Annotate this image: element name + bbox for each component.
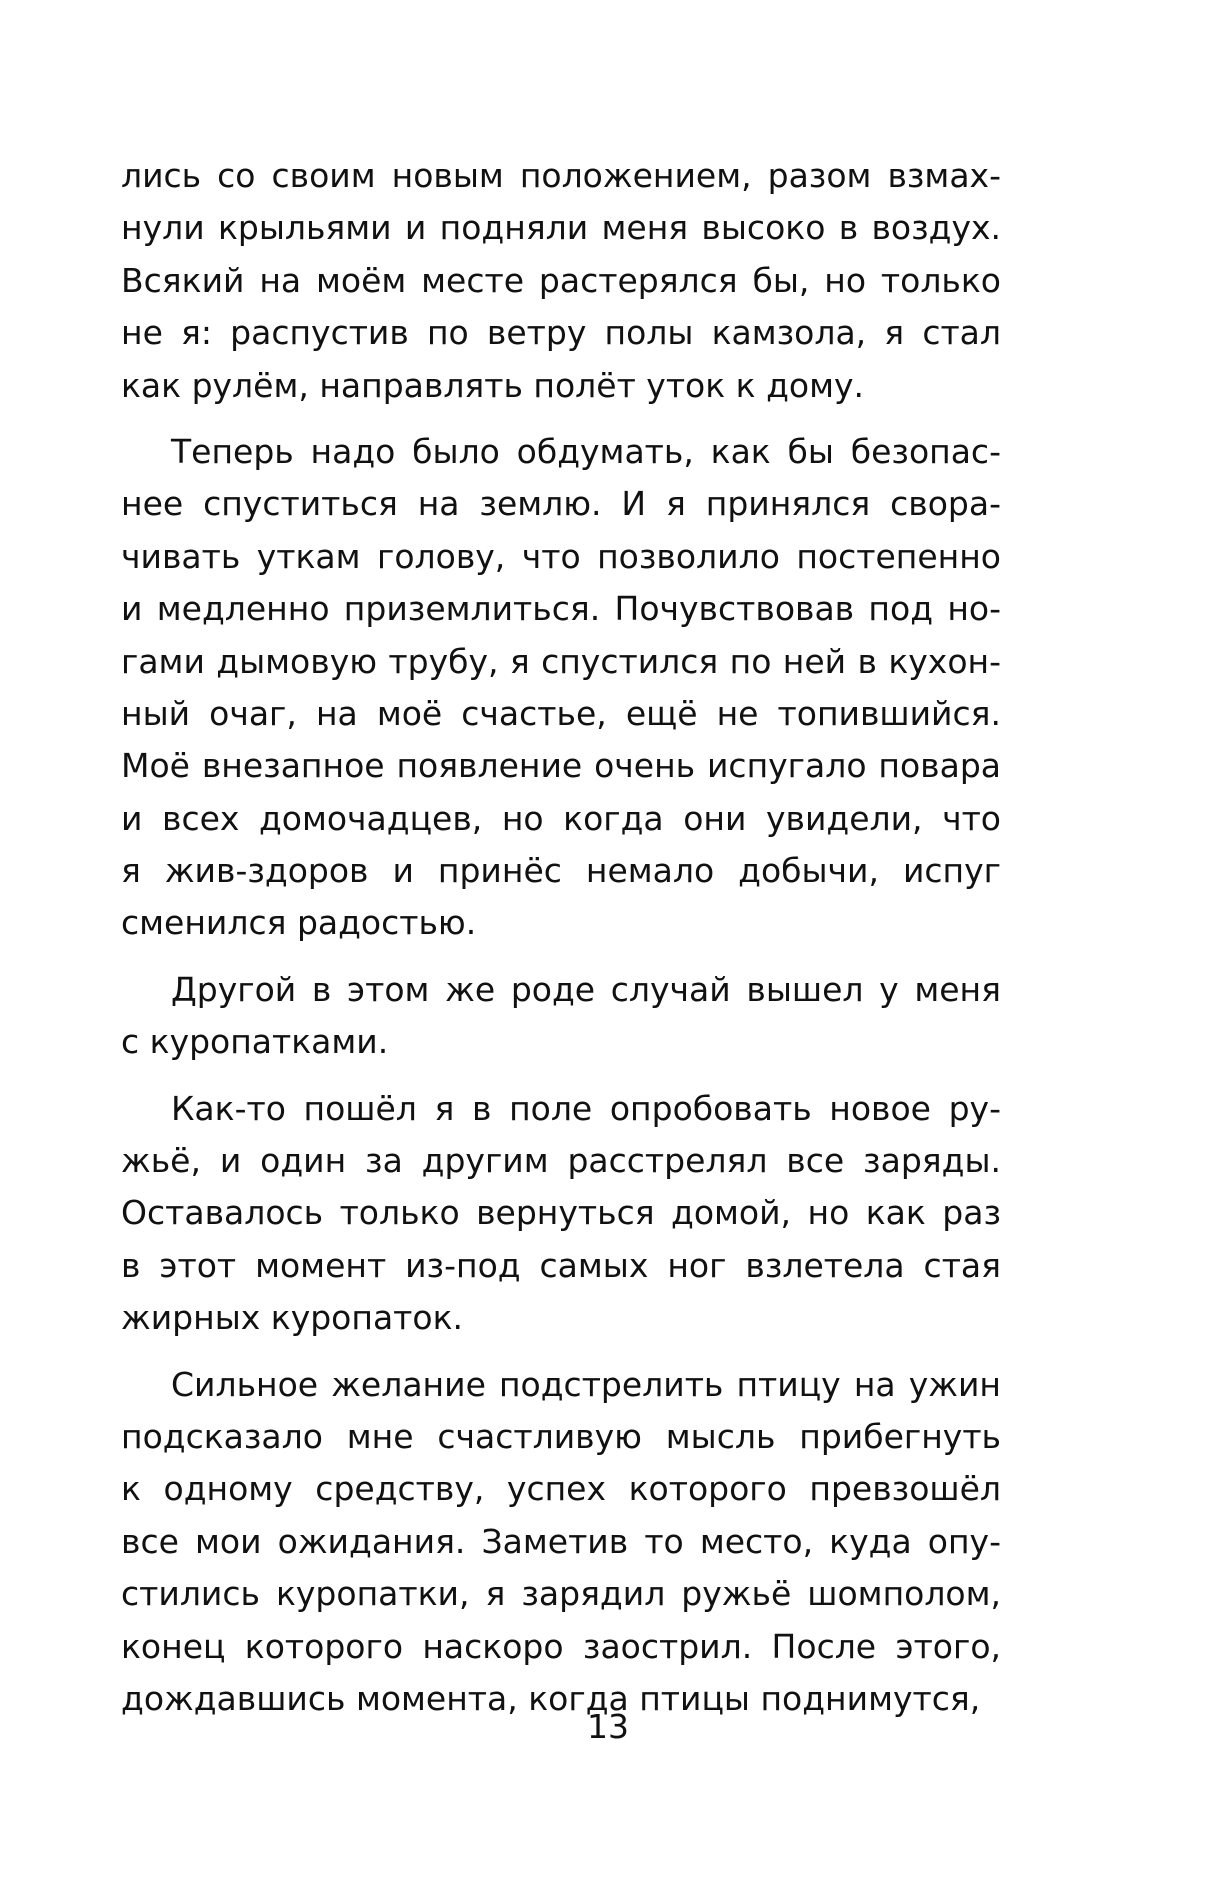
text-line: чивать уткам голову, что позволило постепенно: [121, 536, 1001, 576]
text-line: жьё, и один за другим расстрелял все заряды.: [121, 1141, 1001, 1181]
paragraph: [121, 964, 1001, 1069]
text-line: гами дымовую трубу, я спустился по ней в кухон-: [121, 641, 1001, 681]
text-line: и всех домочадцев, но когда они увидели, что: [121, 798, 1001, 838]
text-line: как рулём, направлять полёт уток к дому.: [121, 365, 864, 405]
paragraph: [121, 1083, 1001, 1345]
text-line: Как-то пошёл я в поле опробовать новое ру-: [171, 1088, 1001, 1128]
paragraph-gap: [121, 412, 1001, 426]
text-line: в этот момент из-под самых ног взлетела стая: [121, 1245, 1001, 1285]
paragraph: [121, 150, 1001, 412]
page-number: 13: [587, 1707, 629, 1746]
text-line: нее спуститься на землю. И я принялся свора-: [121, 484, 1001, 524]
text-line: и медленно приземлиться. Почувствовав под но-: [121, 589, 1001, 629]
text-line: Сильное желание подстрелить птицу на ужин: [171, 1364, 1001, 1404]
text-line: Оставалось только вернуться домой, но как раз: [121, 1193, 1001, 1233]
text-line: Всякий на моём месте растерялся бы, но только: [121, 260, 1001, 300]
text-line: сменился радостью.: [121, 903, 477, 943]
paragraph: [121, 426, 1001, 950]
paragraph: [121, 1359, 1001, 1726]
text-line: конец которого наскоро заострил. После этого,: [121, 1626, 1001, 1666]
text-line: к одному средству, успех которого превзошёл: [121, 1469, 1001, 1509]
text-line: ный очаг, на моё счастье, ещё не топившийся.: [121, 693, 1001, 733]
paragraph-gap: [121, 1069, 1001, 1083]
text-line: Теперь надо было обдумать, как бы безопас-: [171, 431, 1001, 471]
text-line: все мои ожидания. Заметив то место, куда опу-: [121, 1521, 1001, 1561]
paragraph-gap: [121, 950, 1001, 964]
text-line: нули крыльями и подняли меня высоко в воздух.: [121, 208, 1001, 248]
text-line: не я: распустив по ветру полы камзола, я стал: [121, 313, 1001, 353]
text-line: жирных куропаток.: [121, 1298, 464, 1338]
text-line: стились куропатки, я зарядил ружьё шомполом,: [121, 1574, 1001, 1614]
text-line: Другой в этом же роде случай вышел у меня: [171, 969, 1001, 1009]
text-line: дождавшись момента, когда птицы поднимутся,: [121, 1678, 981, 1718]
text-line: подсказало мне счастливую мысль прибегнуть: [121, 1416, 1001, 1456]
text-line: с куропатками.: [121, 1022, 389, 1062]
text-line: я жив-здоров и принёс немало добычи, испуг: [121, 851, 1001, 891]
text-line: лись со своим новым положением, разом взмах-: [121, 156, 1001, 195]
paragraph-gap: [121, 1345, 1001, 1359]
text-line: Моё внезапное появление очень испугало повара: [121, 746, 1001, 786]
body-text: [121, 150, 1001, 1725]
